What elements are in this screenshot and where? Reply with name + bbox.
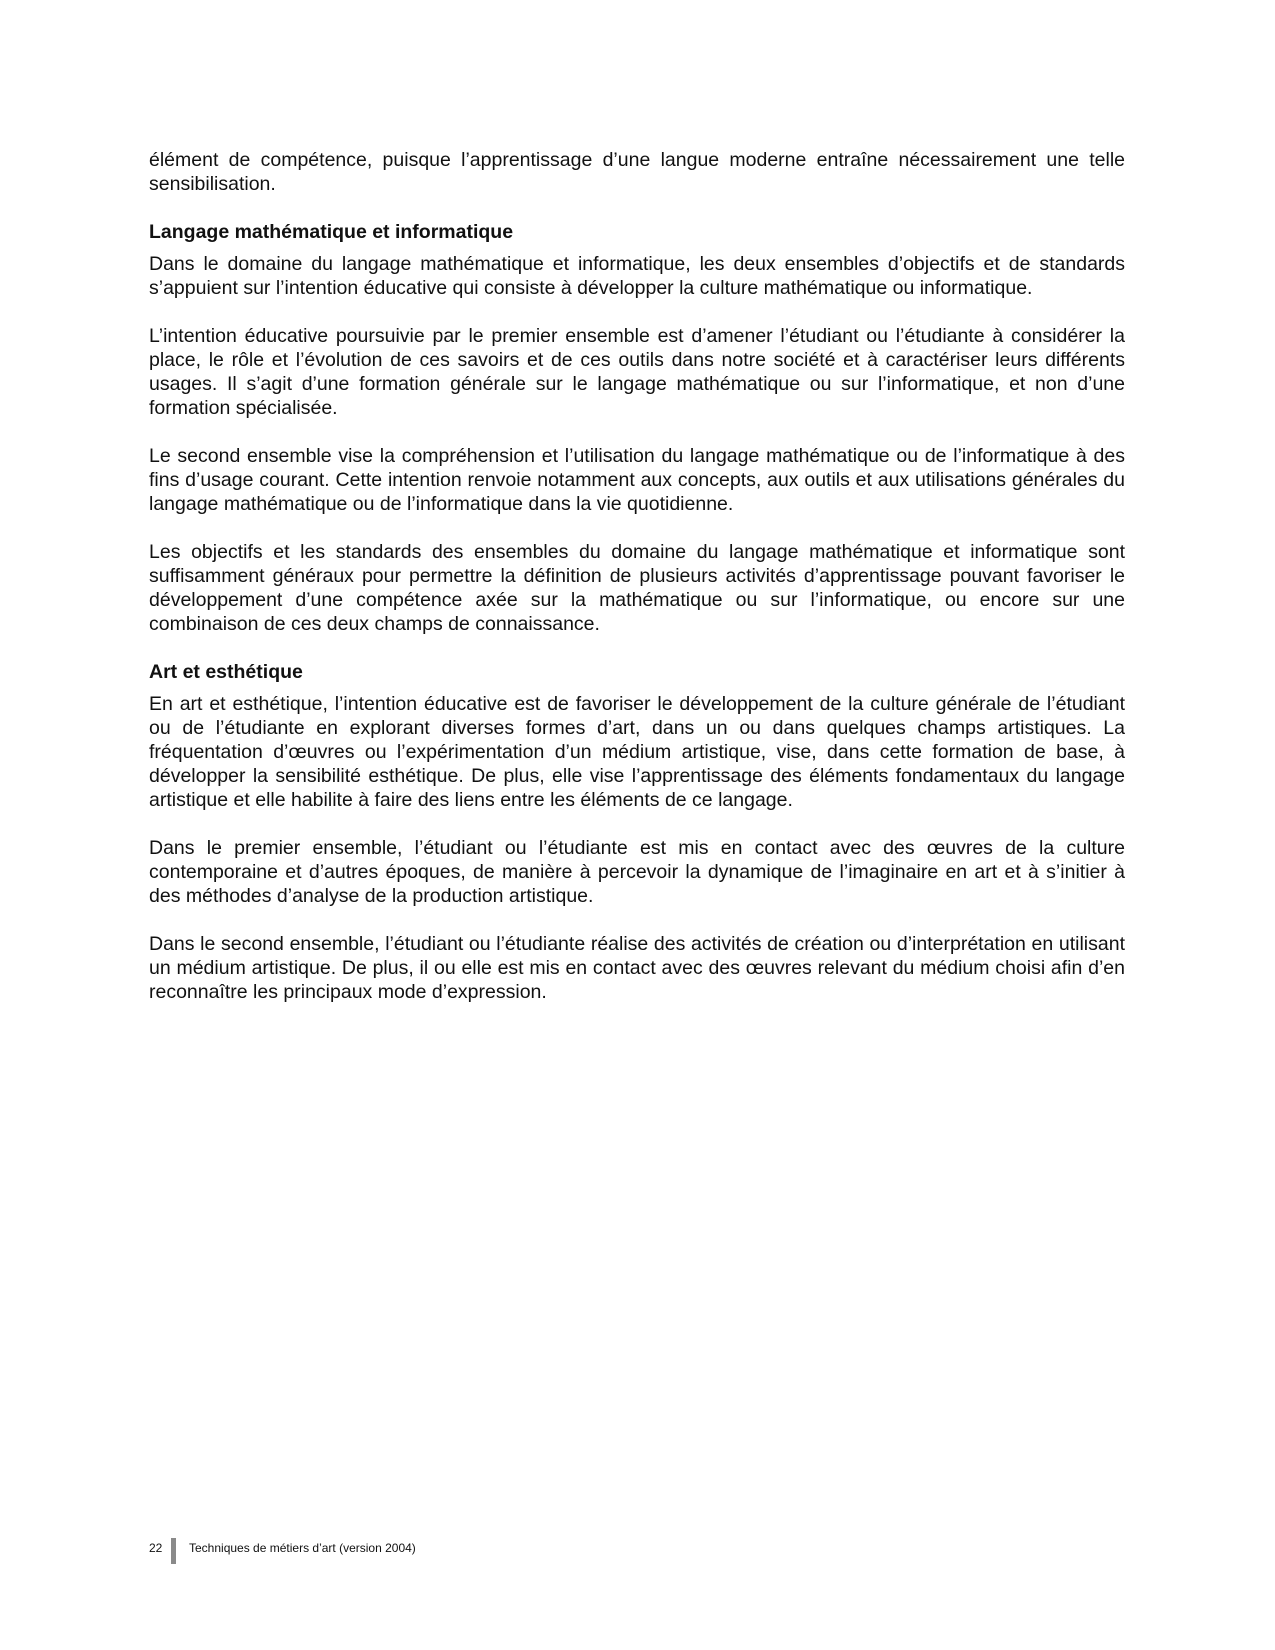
math-paragraph-4: Les objectifs et les standards des ensembles du domaine du langage mathématique et informatique sont suffisamment généraux pour permettre la définition de plusieurs activités d’apprentissage pouvant favoriser le développement d’une compétence axée sur la mathématique ou sur l’informatique, ou encore sur une combinaison de ces deux champs de connaissance. [149,541,1125,635]
section-math [149,220,1125,636]
section-heading-art: Art et esthétique [149,661,303,683]
intro-paragraph: élément de compétence, puisque l’apprentissage d’une langue moderne entraîne nécessairement une telle sensibilisation. [149,149,1125,195]
math-paragraph-3: Le second ensemble vise la compréhension et l’utilisation du langage mathématique ou de l’informatique à des fins d’usage courant. Cette intention renvoie notamment aux concepts, aux outils et aux utilisations générales du langage mathématique ou de l’informatique dans la vie quotidienne. [149,445,1125,515]
art-paragraph-3: Dans le second ensemble, l’étudiant ou l’étudiante réalise des activités de création ou d’interprétation en utilisant un médium artistique. De plus, il ou elle est mis en contact avec des œuvres relevant du médium choisi afin d’en reconnaître les principaux mode d’expression. [149,933,1125,1003]
footer-divider [171,1538,176,1564]
document-title: Techniques de métiers d’art (version 2004) [189,1541,416,1555]
art-paragraph-2: Dans le premier ensemble, l’étudiant ou l’étudiante est mis en contact avec des œuvres de la culture contemporaine et d’autres époques, de manière à percevoir la dynamique de l’imaginaire en art et à s’initier à des méthodes d’analyse de la production artistique. [149,837,1125,907]
page-number: 22 [149,1541,163,1555]
page-body [149,148,1125,1028]
math-paragraph-1: Dans le domaine du langage mathématique et informatique, les deux ensembles d’objectifs et de standards s’appuient sur l’intention éducative qui consiste à développer la culture mathématique ou informatique. [149,253,1125,299]
page-footer [149,1540,416,1564]
math-paragraph-2: L’intention éducative poursuivie par le premier ensemble est d’amener l’étudiant ou l’étudiante à considérer la place, le rôle et l’évolution de ces savoirs et de ces outils dans notre société et à caractériser leurs différents usages. Il s’agit d’une formation générale sur le langage mathématique ou sur l’informatique, et non d’une formation spécialisée. [149,325,1125,419]
section-heading-math: Langage mathématique et informatique [149,221,514,243]
section-art [149,660,1125,1004]
art-paragraph-1: En art et esthétique, l’intention éducative est de favoriser le développement de la culture générale de l’étudiant ou de l’étudiante en explorant diverses formes d’art, dans un ou dans quelques champs artistiques. La fréquentation d’œuvres ou l’expérimentation d’un médium artistique, vise, dans cette formation de base, à développer la sensibilité esthétique. De plus, elle vise l’apprentissage des éléments fondamentaux du langage artistique et elle habilite à faire des liens entre les éléments de ce langage. [149,693,1125,811]
